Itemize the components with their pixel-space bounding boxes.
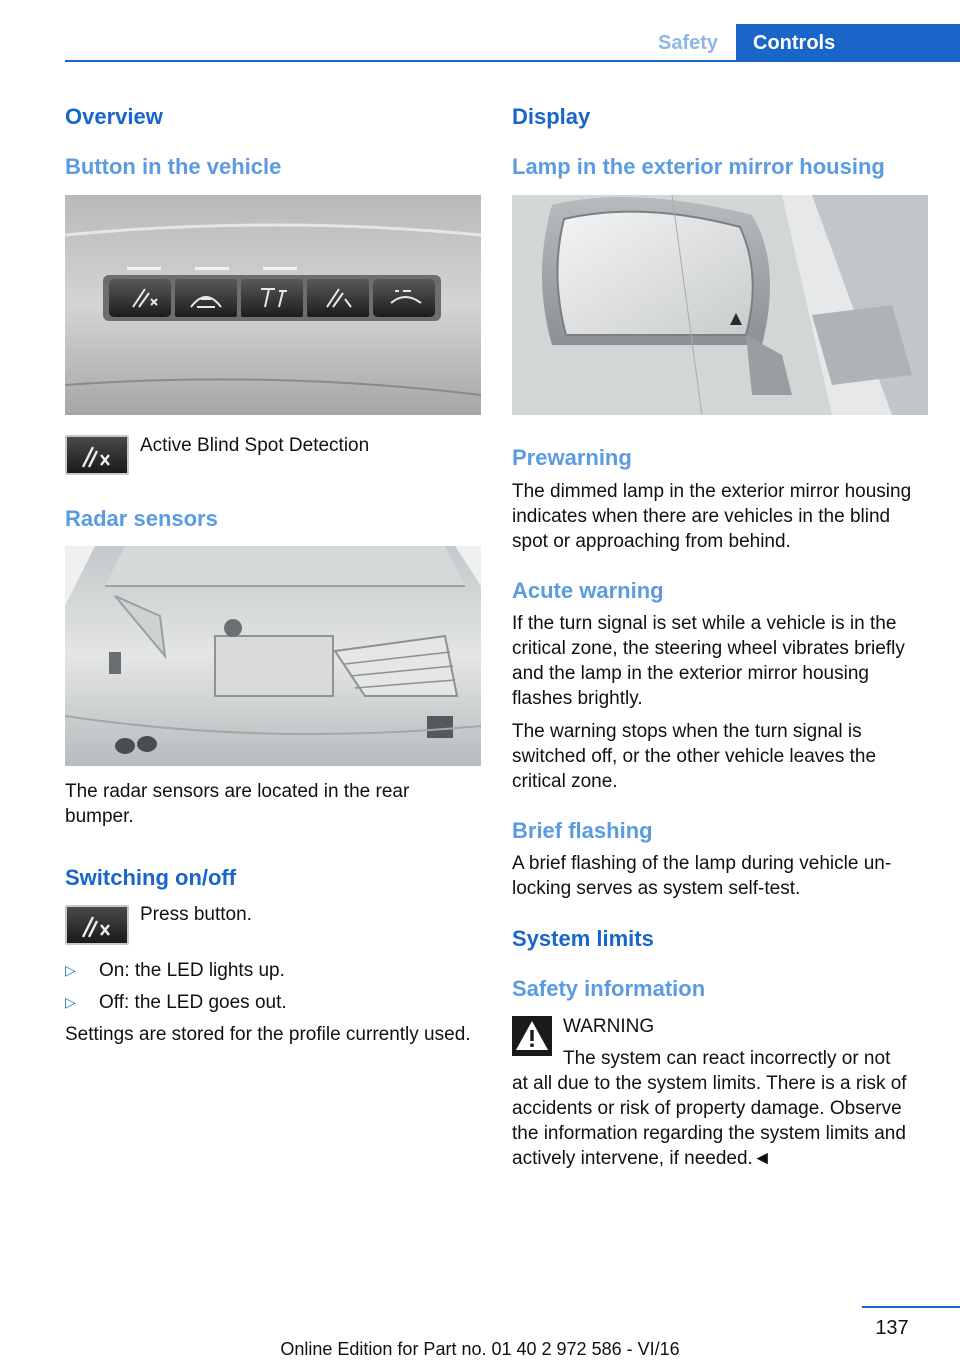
- settings-text: Settings are stored for the profile currently used.: [65, 1024, 471, 1045]
- limits-heading: System limits: [512, 926, 654, 951]
- brief-heading: Brief flashing: [512, 818, 653, 843]
- acute-text-1: If the turn signal is set while a vehicle is in the critical zone, the steering wheel vibrates briefly and the lamp in the exterior mirror housing flashes brightly.: [512, 613, 905, 709]
- prewarning-text: The dimmed lamp in the exterior mirror housing indicates when there are vehicles in the blind spot or approaching from behind.: [512, 481, 912, 552]
- overview-heading: Overview: [65, 104, 163, 129]
- bullet-marker-icon: ▷: [65, 962, 76, 978]
- button-panel-image: [65, 195, 481, 415]
- warning-text-first: The system can react incorrectly or not: [563, 1048, 891, 1069]
- mirror-lamp-image: [512, 195, 928, 415]
- safety-heading: Safety information: [512, 976, 706, 1001]
- button-heading: Button in the vehicle: [65, 154, 282, 179]
- acute-heading: Acute warning: [512, 578, 664, 603]
- blind-spot-button-icon-2: [65, 905, 129, 945]
- acute-text-2: The warning stops when the turn signal is switched off, or the other vehicle leaves the critical zone.: [512, 721, 877, 792]
- warning-triangle-icon: [512, 1016, 552, 1056]
- blind-spot-button-icon: [65, 435, 129, 475]
- radar-text: The radar sensors are located in the rear bumper.: [65, 781, 410, 827]
- switch-heading: Switching on/off: [65, 865, 237, 890]
- page-number: 137: [875, 1317, 909, 1339]
- warning-text-rest: at all due to the system limits. There is a risk of accidents or risk of property damage. Observe the information regarding the system limits and actively intervene, if needed.◄: [512, 1073, 907, 1169]
- prewarning-heading: Prewarning: [512, 445, 632, 470]
- footer-rule: [862, 1306, 960, 1308]
- warning-label: WARNING: [563, 1016, 655, 1037]
- radar-heading: Radar sensors: [65, 506, 218, 531]
- button-caption: Active Blind Spot Detection: [140, 435, 370, 456]
- radar-sensor-image: [65, 546, 481, 766]
- brief-text: A brief flashing of the lamp during vehicle unlocking serves as system self-test.: [512, 853, 892, 899]
- display-heading: Display: [512, 104, 591, 129]
- bullet-marker-icon: ▷: [65, 994, 76, 1010]
- lamp-heading: Lamp in the exterior mirror housing: [512, 154, 885, 179]
- header-chapter[interactable]: Controls: [736, 24, 960, 62]
- header-section[interactable]: Safety: [657, 32, 719, 54]
- footer-edition: Online Edition for Part no. 01 40 2 972 586 - VI/16: [280, 1339, 680, 1359]
- press-text: Press button.: [140, 904, 252, 925]
